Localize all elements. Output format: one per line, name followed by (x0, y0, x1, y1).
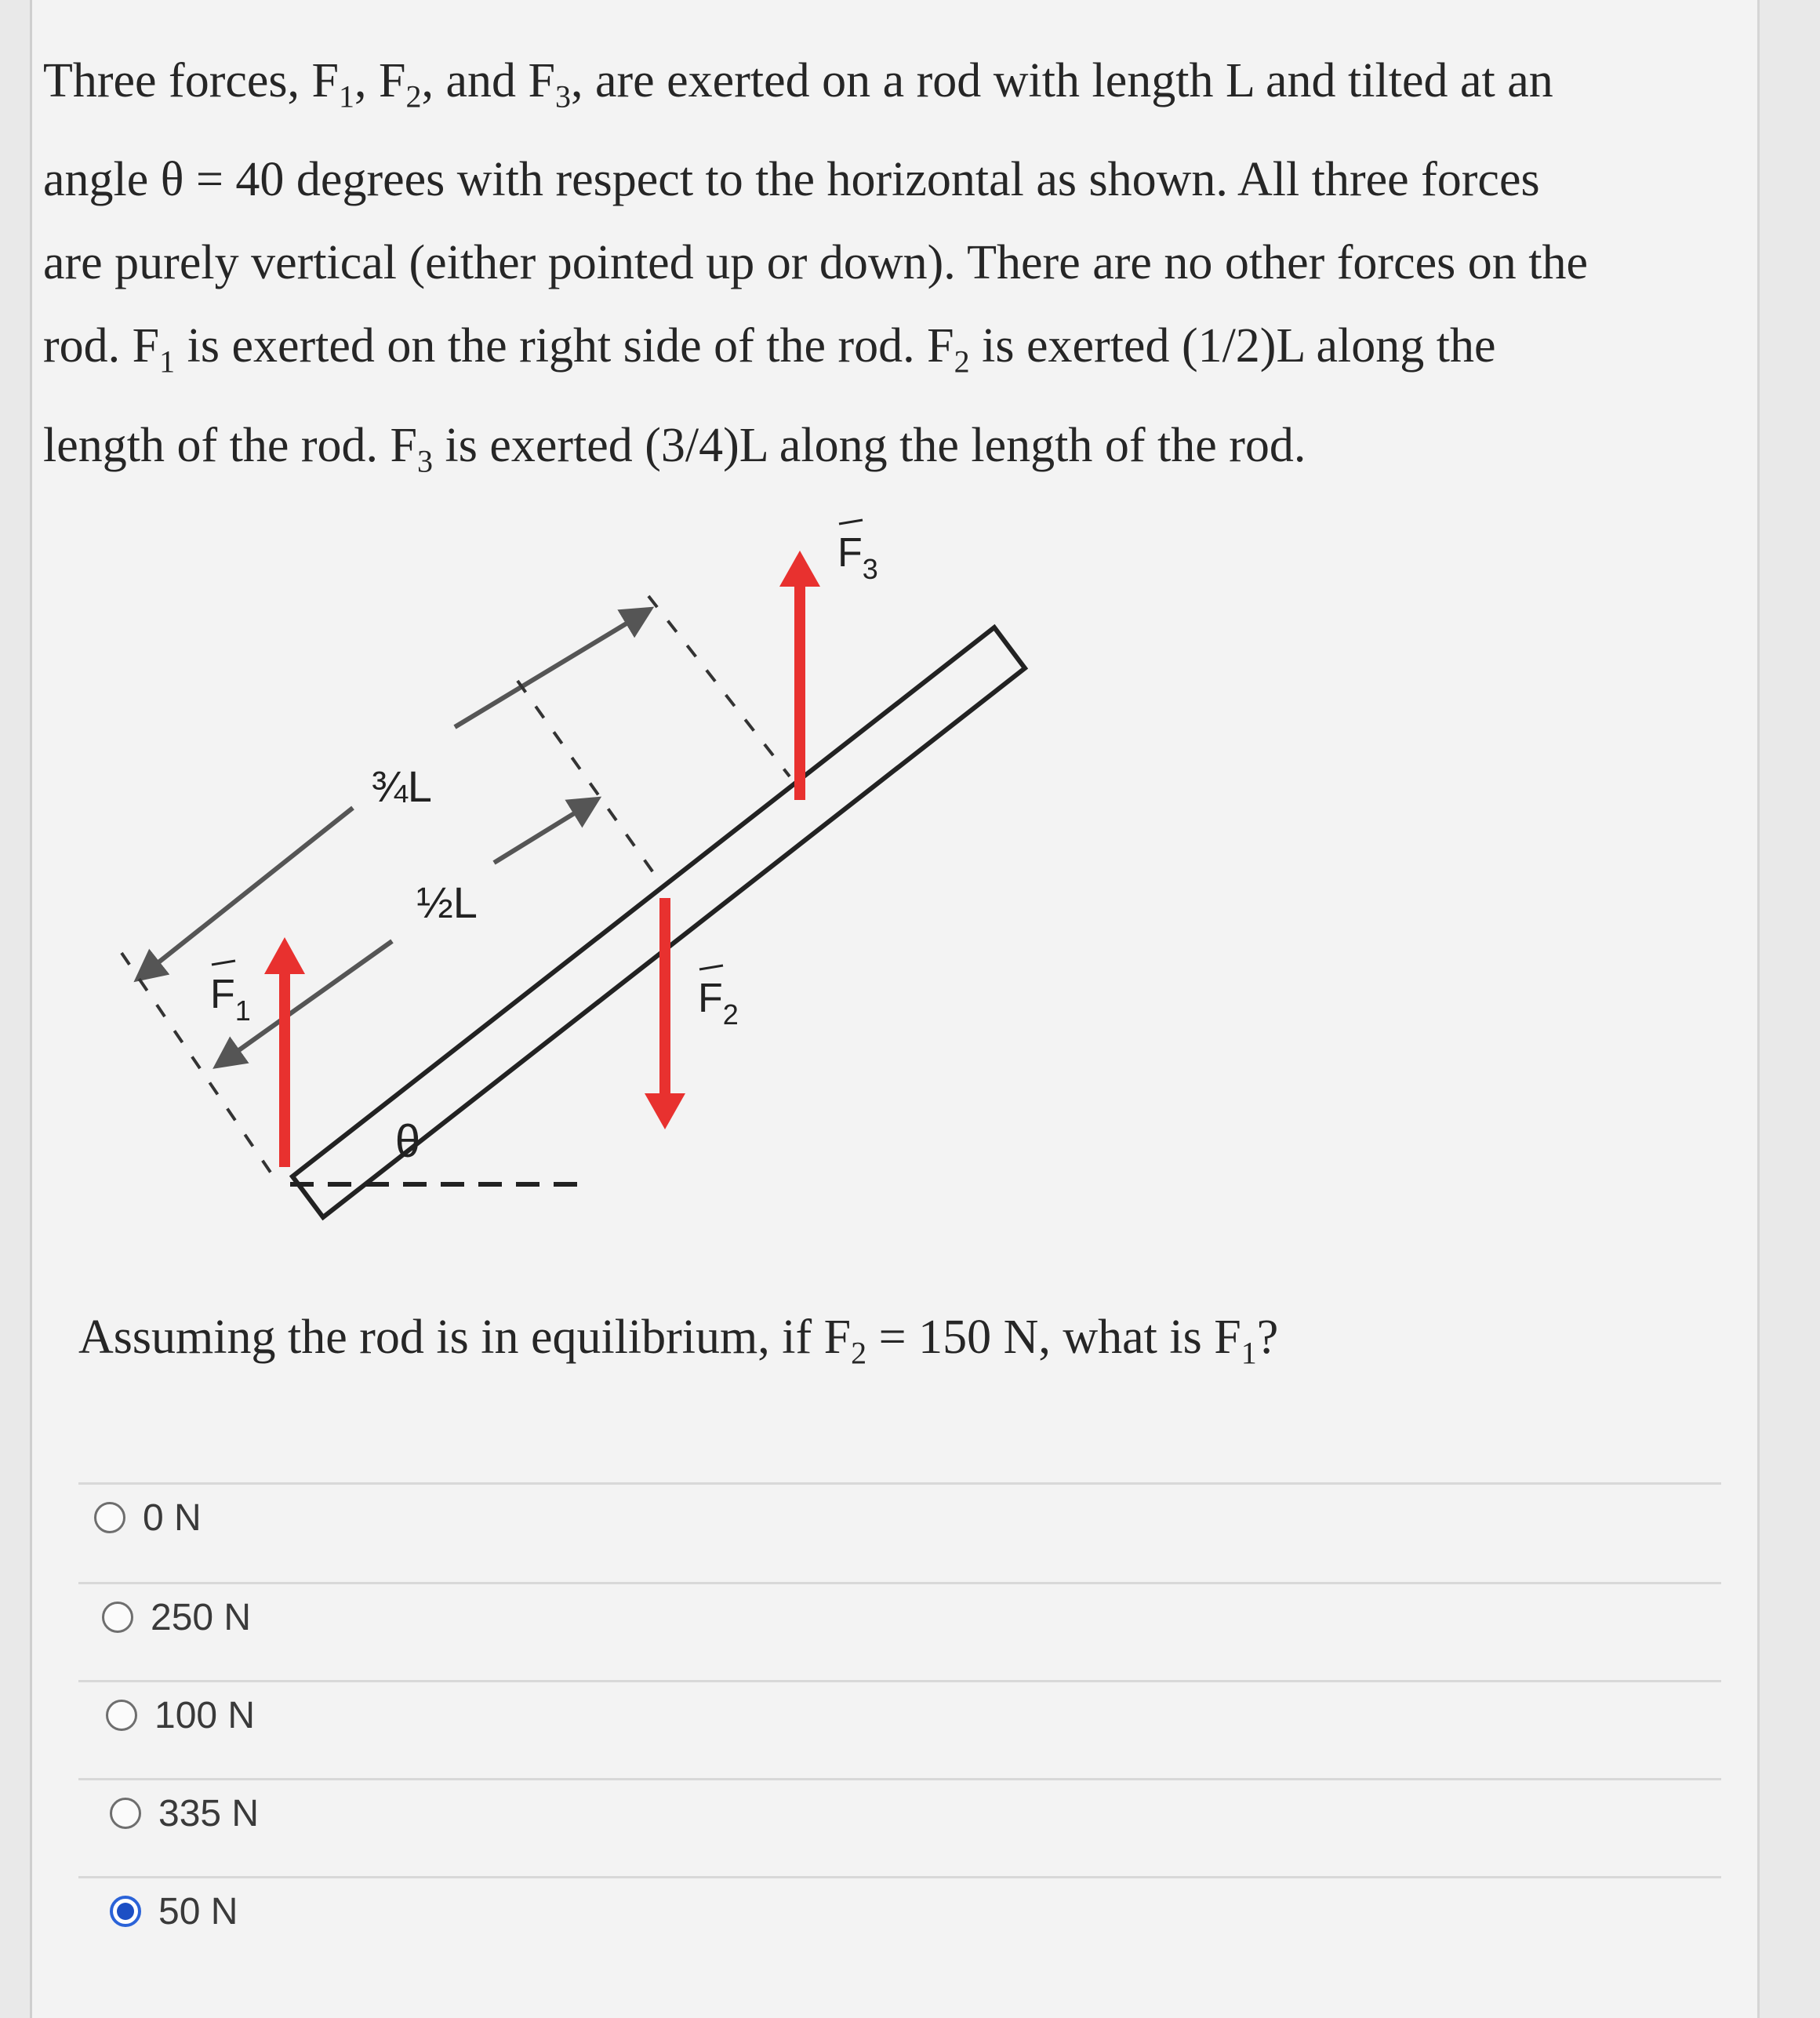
question-line-4: rod. $F_1$ is exerted on the right side of the rod. $F_2$ is exerted (1/2)L along the (43, 319, 1496, 380)
force-2-vector-arrow-icon (699, 965, 723, 969)
three-quarter-dimension-line (139, 808, 353, 978)
theta-label: θ (394, 1116, 421, 1167)
divider (78, 1482, 1721, 1485)
radio-icon[interactable] (106, 1700, 137, 1731)
question-prompt: Assuming the rod is in equilibrium, if $F_2 = 150$ N, what is $F_1$? (78, 1311, 1279, 1371)
force-1-label: $F_1$ (210, 972, 251, 1027)
choice-335-n[interactable] (110, 1786, 259, 1841)
force-3-label: $F_3$ (837, 530, 878, 585)
divider (78, 1778, 1721, 1780)
question-line-3: are purely vertical (either pointed up or down). There are no other forces on the (43, 236, 1588, 290)
choice-label: 250 N (151, 1596, 252, 1638)
radio-selected-icon[interactable] (110, 1896, 141, 1927)
question-line-1: Three forces, $F_1$, $F_2$, and $F_3$, are exerted on a rod with length L and tilted at an (43, 54, 1553, 115)
choice-50-n[interactable] (110, 1884, 238, 1939)
radio-icon[interactable] (94, 1502, 125, 1533)
question-line-5: length of the rod. $F_3$ is exerted (3/4)L along the length of the rod. (43, 418, 1306, 479)
divider (78, 1680, 1721, 1682)
force-3-vector-arrow-icon (839, 520, 863, 524)
question-text (43, 39, 1753, 503)
radio-icon[interactable] (102, 1602, 133, 1633)
divider (78, 1876, 1721, 1878)
question-line-2: angle θ = 40 degrees with respect to the horizontal as shown. All three forces (43, 153, 1540, 207)
choice-label: 335 N (158, 1792, 260, 1834)
three-quarter-label: ¾L (371, 762, 432, 811)
divider (78, 1582, 1721, 1584)
force-2-label: $F_2$ (698, 976, 739, 1031)
half-label: ½L (416, 878, 478, 927)
force-1-vector-arrow-icon (212, 961, 235, 965)
choice-100-n[interactable] (106, 1688, 255, 1743)
choice-label: 50 N (158, 1890, 238, 1933)
choice-250-n[interactable] (102, 1590, 251, 1645)
rod-force-diagram (94, 494, 1113, 1247)
radio-icon[interactable] (110, 1798, 141, 1829)
choice-label: 100 N (154, 1694, 256, 1736)
choice-label: 0 N (143, 1496, 202, 1539)
choice-0-n[interactable] (94, 1490, 202, 1545)
